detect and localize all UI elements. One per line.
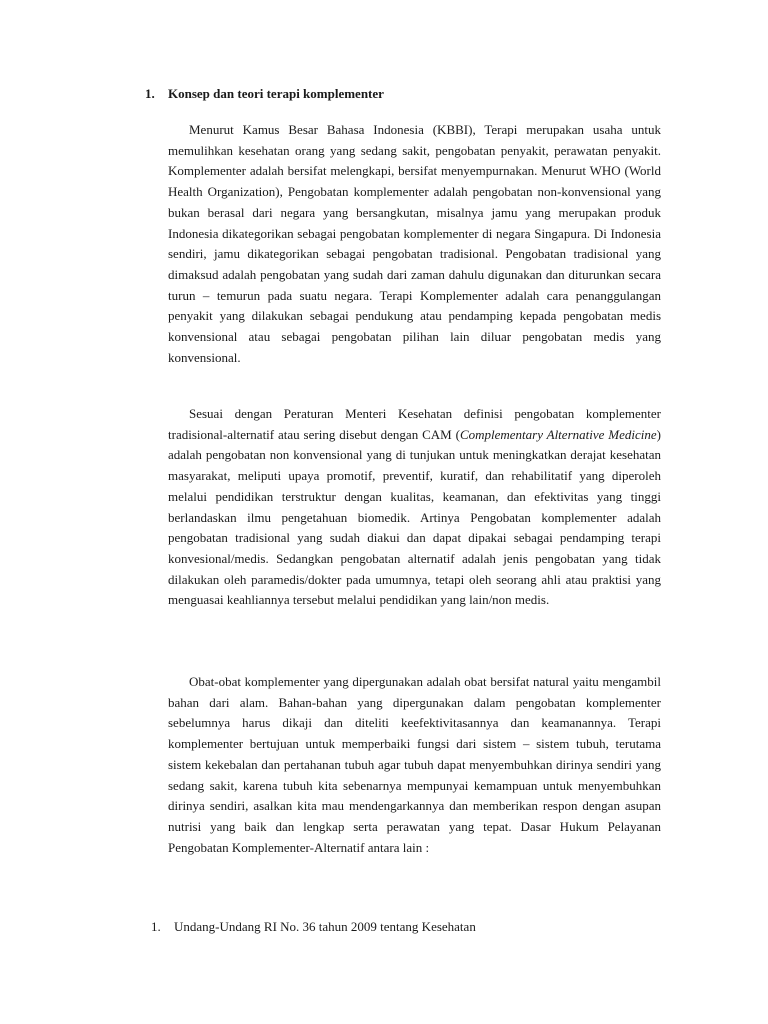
list-item-number: 1. (151, 919, 161, 934)
section-heading (145, 86, 384, 102)
legal-basis-list-item (151, 919, 476, 935)
cam-term-italic: Complementary Alternative Medicine (459, 426, 657, 442)
paragraph-kbbi-definition: Menurut Kamus Besar Bahasa Indonesia (KBBI), Terapi merupakan usaha untuk memulihkan kesehatan orang yang sedang sakit, pengobatan penyakit, perawatan penyakit. Komplementer adalah bersifat melengkapi, bersifat menyempurnakan. Menurut WHO (World Health Organization), Pengobatan komplementer adalah pengobatan non-konvensional yang bukan berasal dari negara yang bersangkutan, misalnya jamu yang merupakan produk Indonesia dikategorikan sebagai pengobatan komplementer di negara Singapura. Di Indonesia sendiri, jamu dikategorikan sebagai pengobatan tradisional. Pengobatan tradisional yang dimaksud adalah pengobatan yang sudah dari zaman dahulu digunakan dan diturunkan secara turun – temurun pada suatu negara. Terapi Komplementer adalah cara penanggulangan penyakit yang dilakukan sebagai pendukung atau pendamping kepada pengobatan medis konvensional atau sebagai pengobatan pilihan lain diluar pengobatan medis yang konvensional. (168, 122, 661, 365)
section-number: 1. (145, 86, 155, 101)
paragraph-2-text-end: ) adalah pengobatan non konvensional yang di tunjukan untuk meningkatkan derajat kesehatan masyarakat, meliputi upaya promotif, preventif, kuratif, dan rehabilitatif yang diperoleh melalui pendidikan terstruktur dengan kualitas, keamanan, dan efektivitas yang tinggi berlandaskan ilmu pengetahuan biomedik. Artinya Pengobatan komplementer adalah pengobatan tradisional yang sudah diakui dan dapat dipakai sebagai pendamping terapi konvesional/medis. Sedangkan pengobatan alternatif adalah jenis pengobatan yang tidak dilakukan oleh paramedis/dokter pada umumnya, tetapi oleh seorang ahli atau praktisi yang menguasai keahliannya tersebut melalui pendidikan yang lain/non medis. (168, 426, 661, 608)
paragraph-2-text-start: Sesuai dengan Peraturan Menteri Kesehatan definisi pengobatan komplementer tradisional-alternatif atau sering disebut dengan CAM ( (168, 406, 661, 442)
paragraph-natural-medicine: Obat-obat komplementer yang dipergunakan adalah obat bersifat natural yaitu mengambil bahan dari alam. Bahan-bahan yang dipergunakan dalam pengobatan komplementer sebelumnya harus dikaji dan diteliti keefektivitasannya dan keamanannya. Terapi komplementer bertujuan untuk memperbaiki fungsi dari sistem – sistem tubuh, terutama sistem kekebalan dan pertahanan tubuh agar tubuh dapat menyembuhkan dirinya sendiri yang sedang sakit, karena tubuh kita sebenarnya mempunyai kemampuan untuk menyembuhkan dirinya sendiri, asalkan kita mau mendengarkannya dan memberikan respon dengan asupan nutrisi yang baik dan lengkap serta perawatan yang tepat. Dasar Hukum Pelayanan Pengobatan Komplementer-Alternatif antara lain : (168, 674, 661, 855)
section-title: Konsep dan teori terapi komplementer (168, 86, 384, 101)
list-item-text: Undang-Undang RI No. 36 tahun 2009 tentang Kesehatan (174, 919, 476, 934)
paragraph-permenkes-definition (168, 404, 661, 611)
